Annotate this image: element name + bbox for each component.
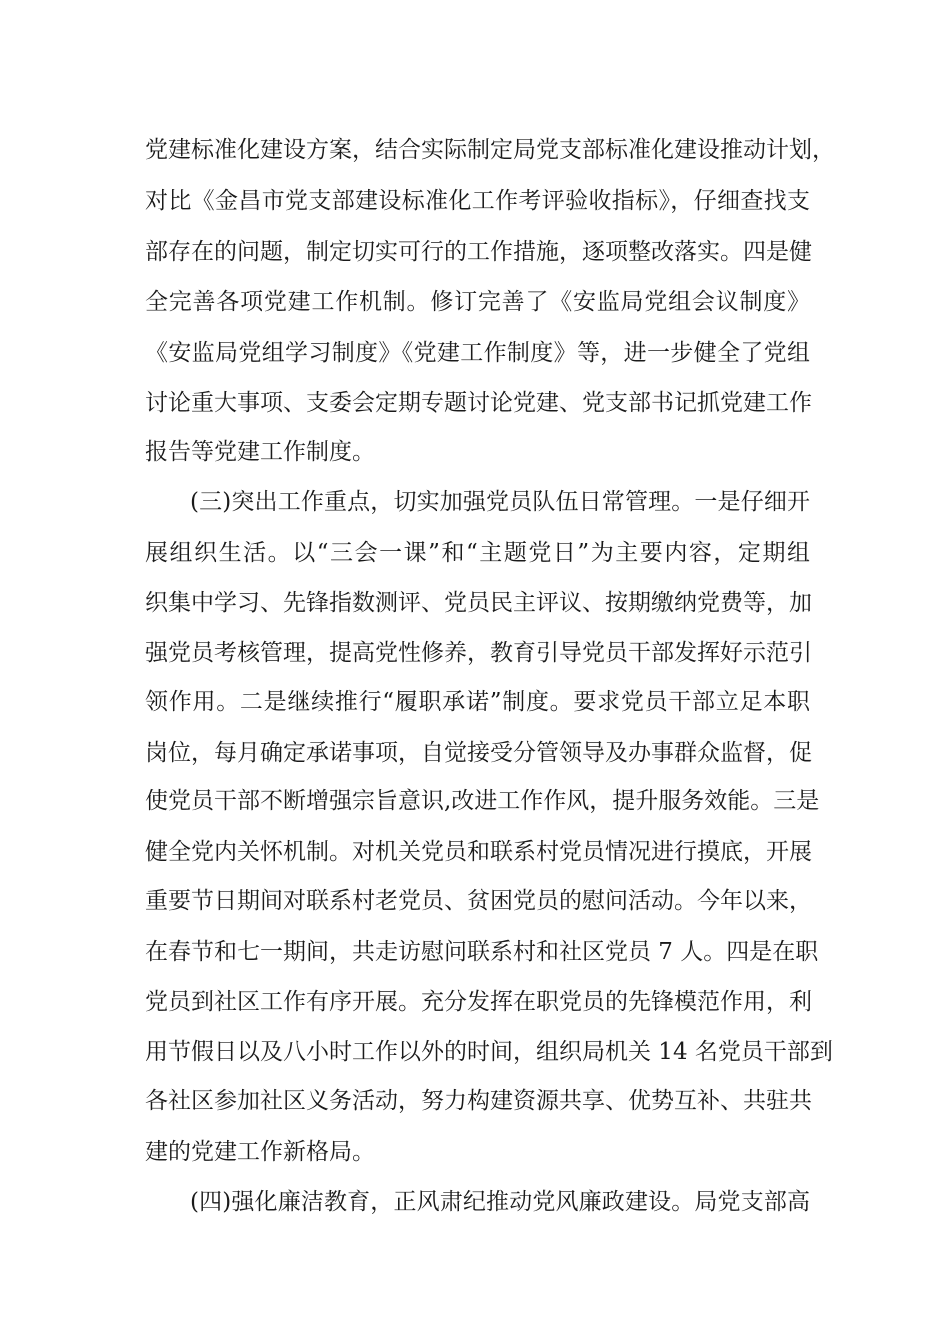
- text-line: 在春节和七一期间，共走访慰问联系村和社区党员 7 人。四是在职: [145, 939, 819, 965]
- text-line: 使党员干部不断增强宗旨意识,改进工作作风，提升服务效能。三是: [145, 788, 820, 814]
- text-line: 全完善各项党建工作机制。修订完善了《安监局党组会议制度》: [145, 289, 810, 315]
- text-line: 《安监局党组学习制度》《党建工作制度》等，进一步健全了党组: [145, 340, 810, 366]
- paragraph-start-line: (四)强化廉洁教育，正风肃纪推动党风廉政建设。局党支部高: [190, 1189, 810, 1215]
- text-line: 织集中学习、先锋指数测评、党员民主评议、按期缴纳党费等，加: [145, 590, 812, 616]
- text-line: 健全党内关怀机制。对机关党员和联系村党员情况进行摸底，开展: [145, 839, 812, 865]
- text-line: 用节假日以及八小时工作以外的时间，组织局机关 14 名党员干部到: [145, 1039, 833, 1065]
- text-line: 讨论重大事项、支委会定期专题讨论党建、党支部书记抓党建工作: [145, 390, 812, 416]
- text-line: 领作用。二是继续推行“履职承诺”制度。要求党员干部立足本职: [145, 689, 810, 715]
- paragraph-start-line: (三)突出工作重点，切实加强党员队伍日常管理。一是仔细开: [190, 489, 810, 515]
- text-line: 各社区参加社区义务活动，努力构建资源共享、优势互补、共驻共: [145, 1088, 812, 1114]
- text-line: 党员到社区工作有序开展。充分发挥在职党员的先锋模范作用，利: [145, 989, 812, 1015]
- text-line: 报告等党建工作制度。: [145, 439, 375, 465]
- text-line: 重要节日期间对联系村老党员、贫困党员的慰问活动。今年以来，: [145, 888, 812, 914]
- text-line: 对比《金昌市党支部建设标准化工作考评验收指标》，仔细查找支: [145, 188, 810, 214]
- text-line: 强党员考核管理，提高党性修养，教育引导党员干部发挥好示范引: [145, 640, 812, 666]
- text-line: 岗位，每月确定承诺事项，自觉接受分管领导及办事群众监督，促: [145, 740, 812, 766]
- text-line: 党建标准化建设方案，结合实际制定局党支部标准化建设推动计划，: [145, 137, 835, 163]
- text-line: 部存在的问题，制定切实可行的工作措施，逐项整改落实。四是健: [145, 239, 812, 265]
- text-line: 建的党建工作新格局。: [145, 1139, 375, 1165]
- text-line: 展组织生活。以“三会一课”和“主题党日”为主要内容，定期组: [145, 540, 810, 566]
